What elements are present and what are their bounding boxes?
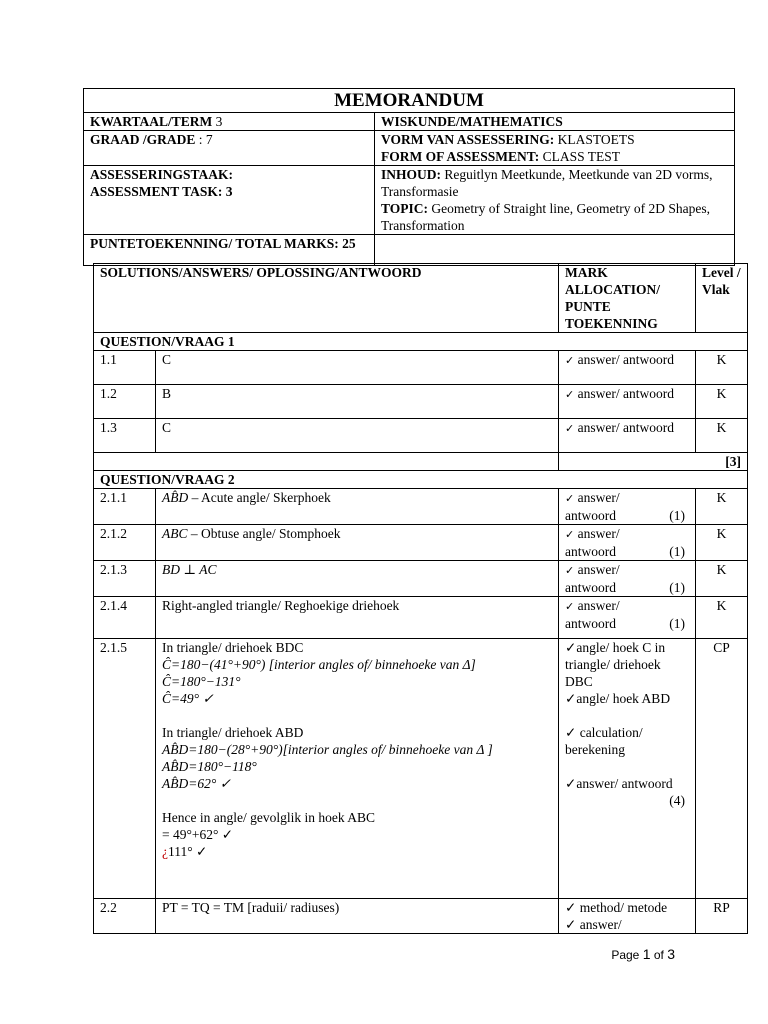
level-cell: K <box>696 561 748 597</box>
mark-cell: ✓ answer/ antwoord (1) <box>559 597 696 639</box>
q1-total: [3] <box>559 453 748 471</box>
question-number: 2.2 <box>94 899 156 934</box>
topic-cell: INHOUD: Reguitlyn Meetkunde, Meetkunde van 2D vorms, Transformasie TOPIC: Geometry of Straight line, Geometry of 2D Shapes, Transformation <box>375 166 735 235</box>
term-cell: KWARTAAL/TERM 3 <box>84 113 375 131</box>
table-row <box>94 419 748 453</box>
answer-text: B <box>156 385 559 419</box>
answer-text: Right-angled triangle/ Reghoekige driehoek <box>156 597 559 639</box>
answer-text: ABC – Obtuse angle/ Stomphoek <box>156 525 559 561</box>
mark-cell: ✓ answer/ antwoord <box>559 419 696 453</box>
mark-cell: ✓ answer/ antwoord (1) <box>559 525 696 561</box>
mark-header: MARK ALLOCATION/ PUNTE TOEKENNING <box>559 264 696 333</box>
mark-cell: ✓ answer/ antwoord <box>559 351 696 385</box>
question-number: 2.1.1 <box>94 489 156 525</box>
answer-text: AB̂D – Acute angle/ Skerphoek <box>156 489 559 525</box>
page-footer: Page 1 of 3 <box>611 946 675 962</box>
question-number: 2.1.5 <box>94 639 156 899</box>
question-number: 2.1.2 <box>94 525 156 561</box>
answer-text: C <box>156 351 559 385</box>
table-row <box>94 385 748 419</box>
mark-cell: ✓ answer/ antwoord <box>559 385 696 419</box>
level-cell: K <box>696 597 748 639</box>
answer-text: PT = TQ = TM [raduii/ radiuses) <box>156 899 559 934</box>
check-icon: ✓ <box>565 528 575 541</box>
question-number: 1.2 <box>94 385 156 419</box>
level-cell: K <box>696 525 748 561</box>
level-cell: K <box>696 351 748 385</box>
answer-text: BD ⊥ AC <box>156 561 559 597</box>
question-number: 1.3 <box>94 419 156 453</box>
assessment-form-cell: VORM VAN ASSESSERING: KLASTOETS FORM OF ASSESSMENT: CLASS TEST <box>375 131 735 166</box>
question-number: 2.1.3 <box>94 561 156 597</box>
mark-cell: ✓ answer/ antwoord (1) <box>559 489 696 525</box>
table-row <box>94 525 748 561</box>
check-icon: ✓ <box>565 354 575 367</box>
table-row <box>94 489 748 525</box>
level-cell: K <box>696 419 748 453</box>
table-row <box>94 899 748 934</box>
mark-cell: ✓ method/ metode ✓ answer/ <box>559 899 696 934</box>
grade-cell: GRAAD /GRADE : 7 <box>84 131 375 166</box>
subject-cell: WISKUNDE/MATHEMATICS <box>375 113 735 131</box>
solutions-header: SOLUTIONS/ANSWERS/ OPLOSSING/ANTWOORD <box>94 264 559 333</box>
header-table <box>83 88 735 266</box>
q2-heading: QUESTION/VRAAG 2 <box>94 471 748 489</box>
answer-text: C <box>156 419 559 453</box>
mark-cell: ✓angle/ hoek C in triangle/ driehoek DBC ✓angle/ hoek ABD ✓ calculation/ berekening ✓answer/ antwoord (4) <box>559 639 696 899</box>
answer-working: In triangle/ driehoek BDC Ĉ=180−(41°+90°) [interior angles of/ binnehoeke van Δ] Ĉ=180°−131° Ĉ=49° ✓ In triangle/ driehoek ABD AB̂D=180−(28°+90°)[interior angles of/ binnehoeke van Δ ] AB̂D=180°−118° AB̂D=62° ✓ Hence in angle/ gevolglik in hoek ABC = 49°+62° ✓ ¿111° ✓ <box>156 639 559 899</box>
blank-cell <box>94 453 559 471</box>
check-icon: ✓ <box>565 388 575 401</box>
check-icon: ✓ <box>565 564 575 577</box>
table-row <box>94 597 748 639</box>
table-row <box>94 639 748 899</box>
check-icon: ✓ <box>565 492 575 505</box>
empty-cell <box>375 235 735 266</box>
table-row <box>94 351 748 385</box>
mark-cell: ✓ answer/ antwoord (1) <box>559 561 696 597</box>
q1-heading: QUESTION/VRAAG 1 <box>94 333 748 351</box>
table-row <box>94 561 748 597</box>
task-cell: ASSESSERINGSTAAK: ASSESSMENT TASK: 3 <box>84 166 375 235</box>
level-cell: RP <box>696 899 748 934</box>
level-header: Level / Vlak <box>696 264 748 333</box>
check-icon: ✓ <box>565 422 575 435</box>
level-cell: K <box>696 489 748 525</box>
level-cell: CP <box>696 639 748 899</box>
page-title: MEMORANDUM <box>84 89 735 113</box>
check-icon: ✓ <box>565 600 575 613</box>
question-number: 1.1 <box>94 351 156 385</box>
memo-table <box>93 263 748 934</box>
level-cell: K <box>696 385 748 419</box>
question-number: 2.1.4 <box>94 597 156 639</box>
total-marks-cell: PUNTETOEKENNING/ TOTAL MARKS: 25 <box>84 235 375 266</box>
